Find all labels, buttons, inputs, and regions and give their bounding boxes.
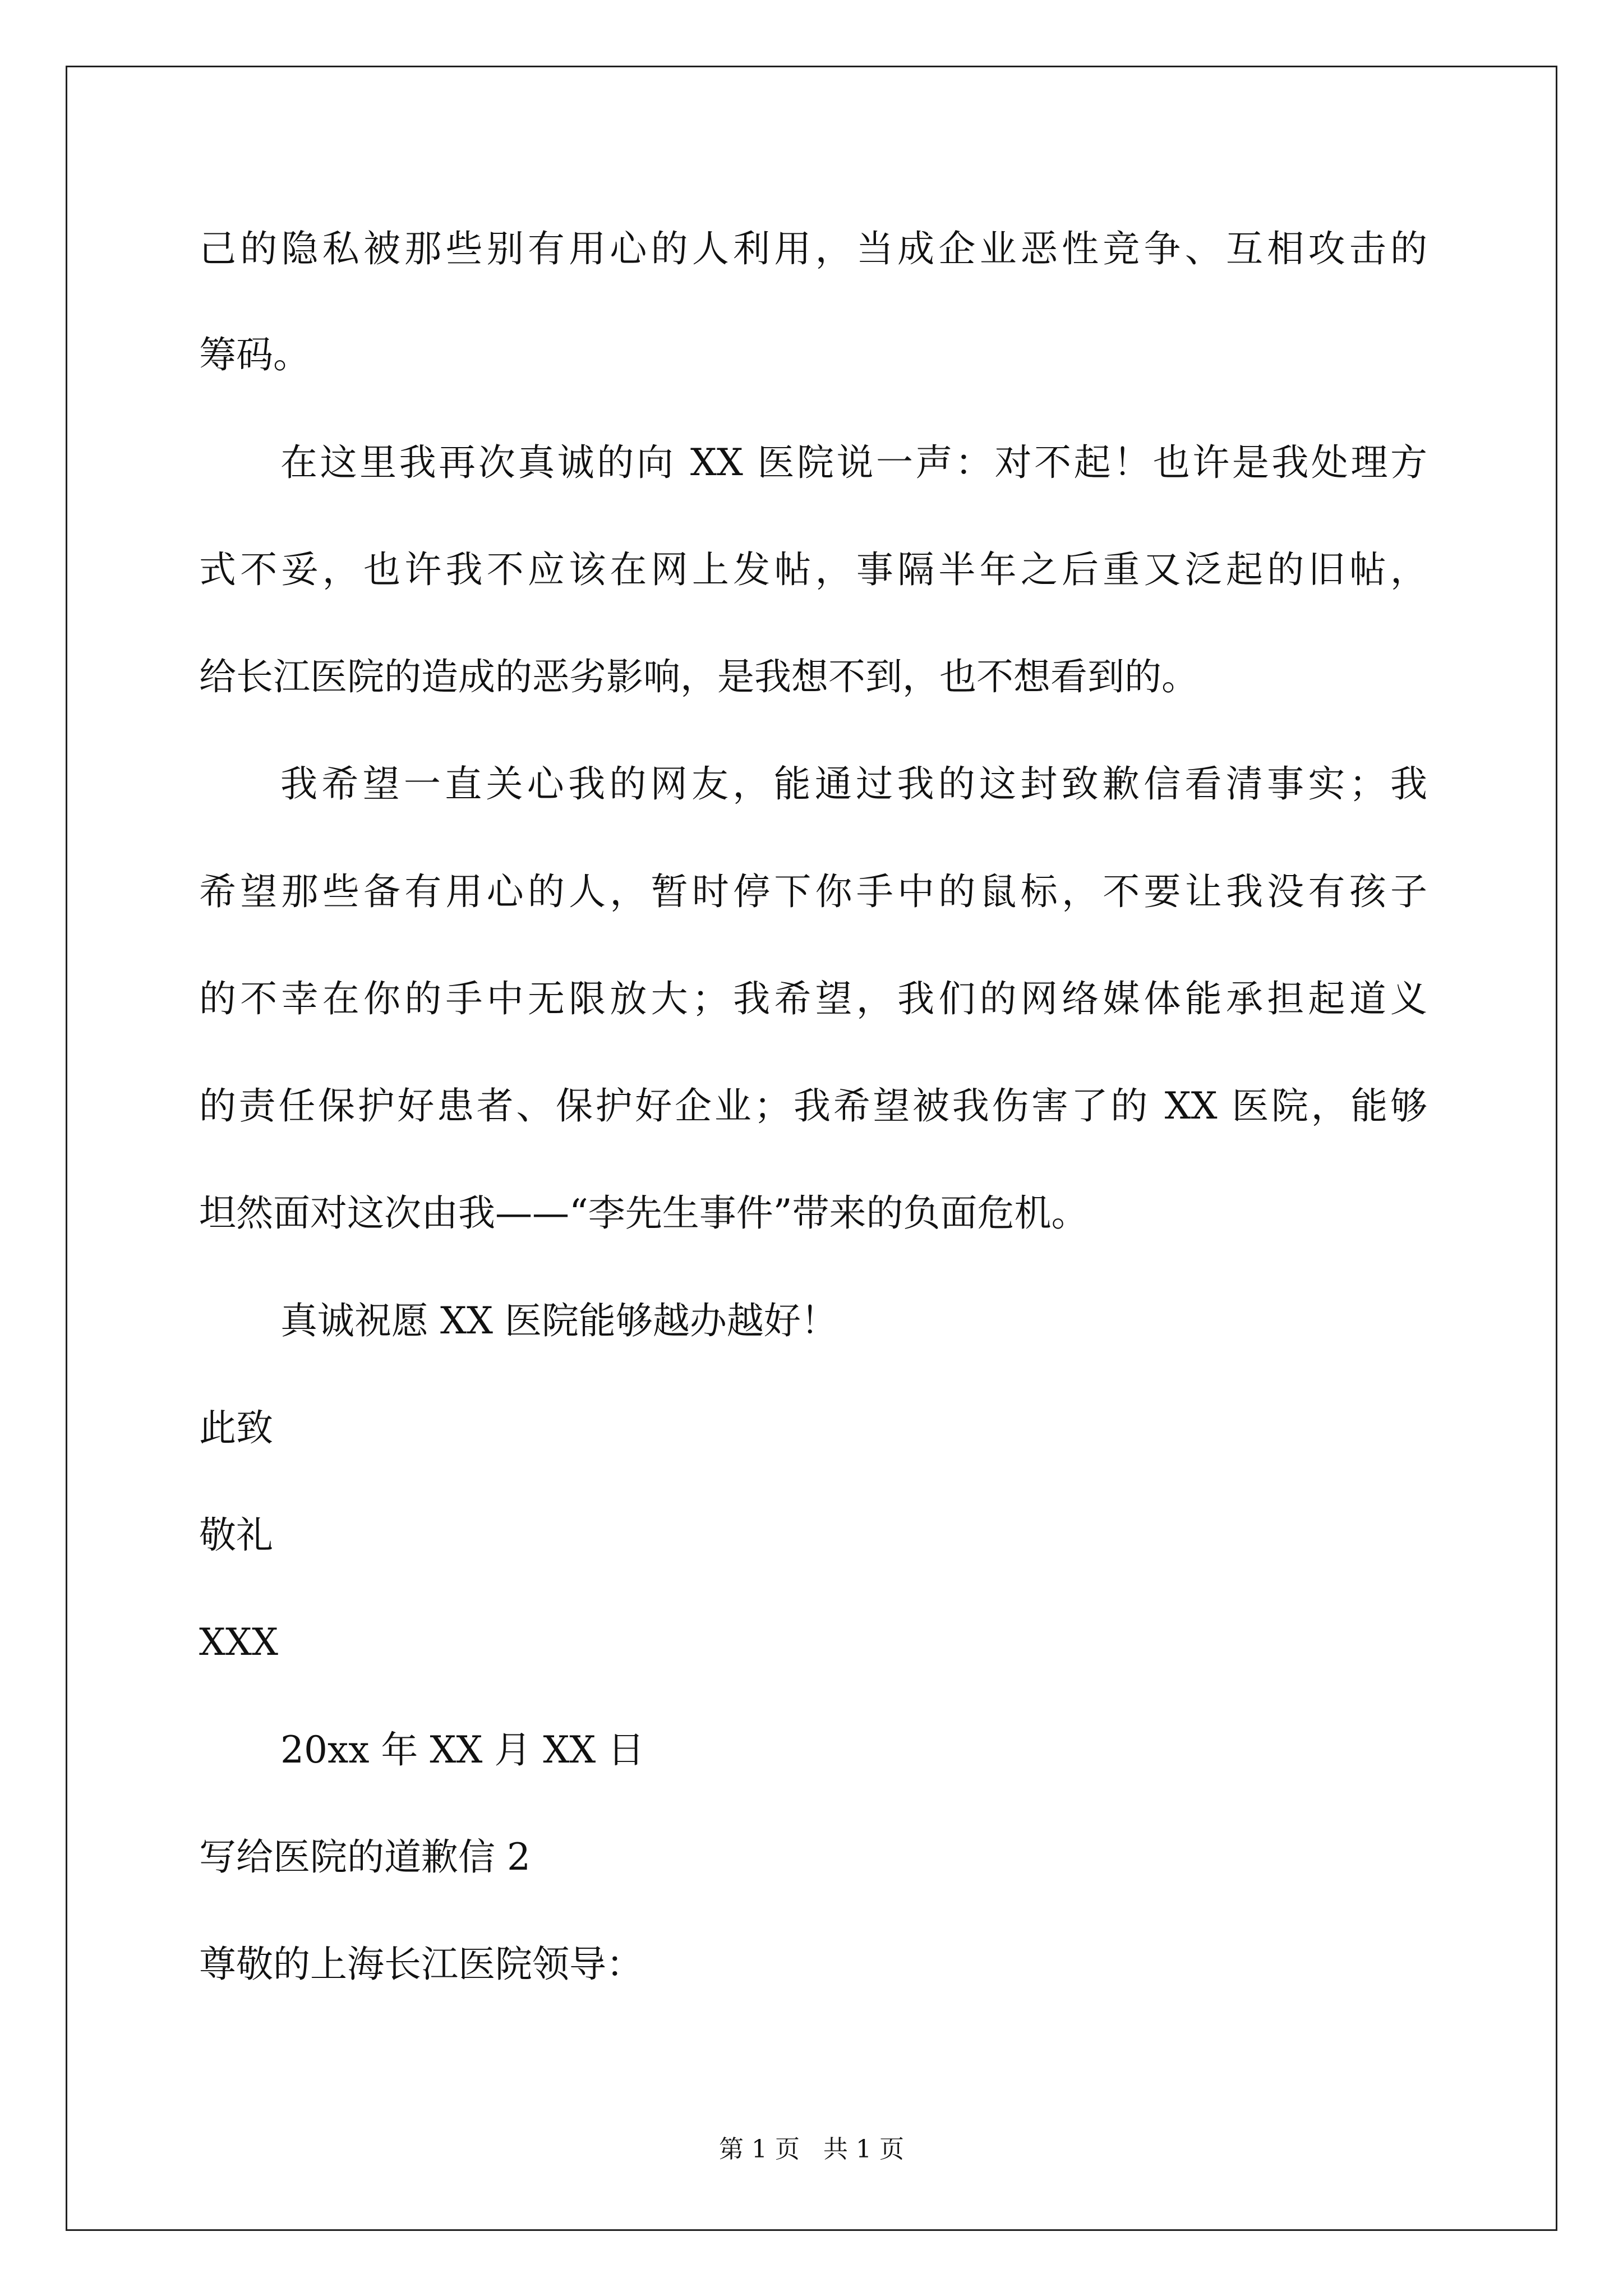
body-line-3: 在这里我再次真诚的向 XX 医院说一声：对不起！也许是我处理方 [280, 441, 1427, 484]
page-border [66, 66, 1557, 2231]
body-line-2: 筹码。 [199, 333, 310, 376]
body-line-8: 的不幸在你的手中无限放大；我希望，我们的网络媒体能承担起道义 [199, 977, 1427, 1020]
body-line-4: 式不妥，也许我不应该在网上发帖，事隔半年之后重又泛起的旧帖， [199, 548, 1427, 591]
body-line-1: 己的隐私被那些别有用心的人利用，当成企业恶性竞争、互相攻击的 [199, 227, 1427, 270]
salutation-jingli: 敬礼 [199, 1513, 273, 1557]
closing-wish: 真诚祝愿 XX 医院能够越办越好！ [280, 1299, 838, 1342]
salutation-cizhi: 此致 [199, 1406, 273, 1450]
signature-name: XXX [199, 1621, 278, 1664]
body-line-7: 希望那些备有用心的人，暂时停下你手中的鼠标，不要让我没有孩子 [199, 870, 1427, 913]
body-line-9: 的责任保护好患者、保护好企业；我希望被我伤害了的 XX 医院，能够 [199, 1084, 1427, 1128]
body-line-6: 我希望一直关心我的网友，能通过我的这封致歉信看清事实；我 [280, 762, 1427, 806]
section-heading: 写给医院的道歉信 2 [199, 1835, 531, 1879]
body-line-5: 给长江医院的造成的恶劣影响，是我想不到，也不想看到的。 [199, 655, 1198, 698]
page-footer: 第 1 页 共 1 页 [719, 2135, 904, 2164]
signature-date: 20xx 年 XX 月 XX 日 [280, 1728, 645, 1772]
body-line-10: 坦然面对这次由我——“李先生事件”带来的负面危机。 [199, 1191, 1089, 1235]
letter-greeting: 尊敬的上海长江医院领导： [199, 1943, 643, 1986]
